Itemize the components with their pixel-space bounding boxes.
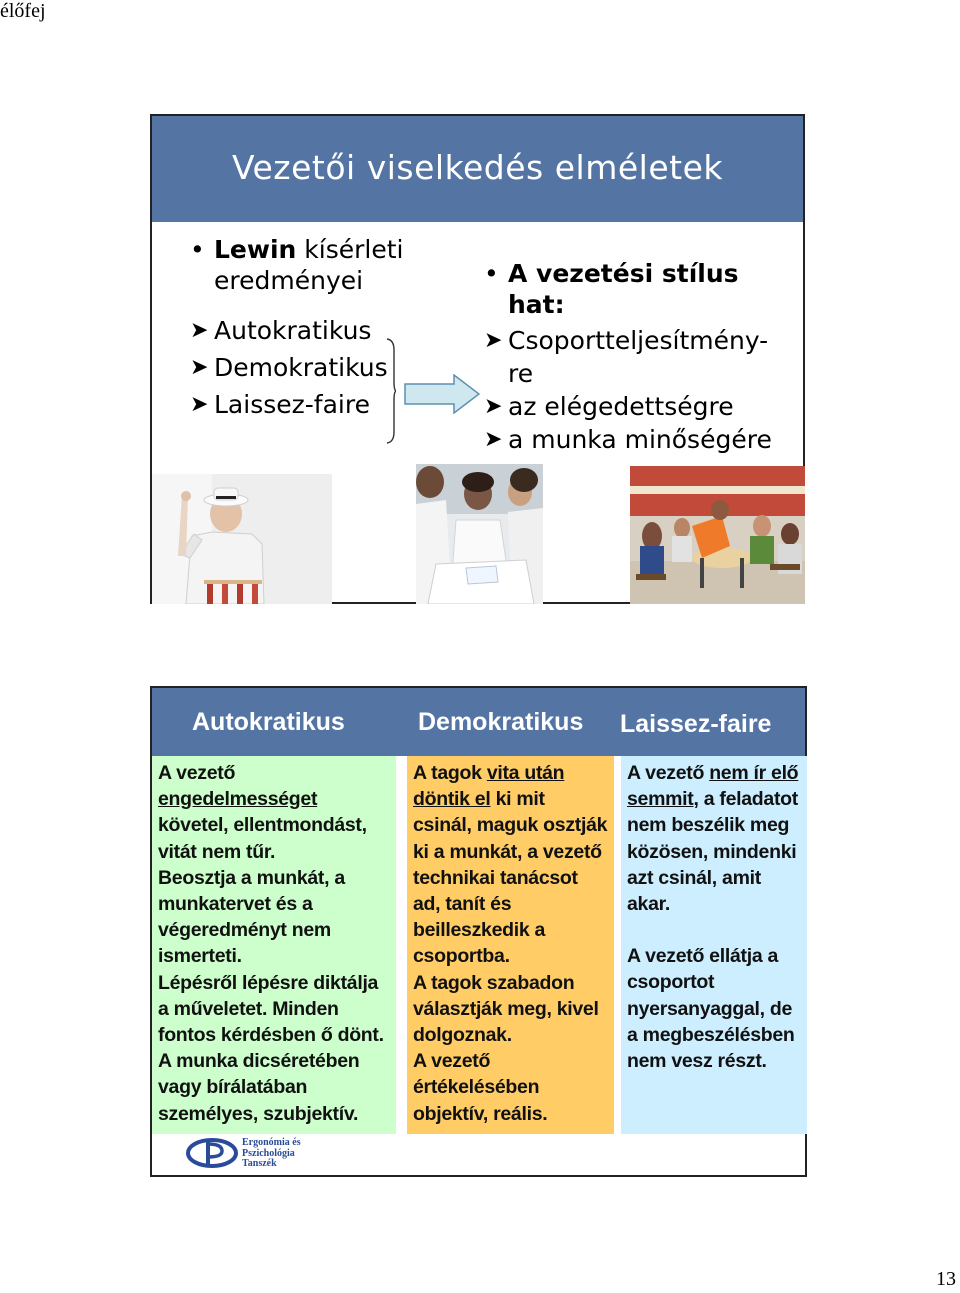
logo-text: Ergonómia és Pszichológia Tanszék (242, 1137, 301, 1169)
header-autocratic: Autokratikus (192, 708, 345, 736)
effect-line-1: A vezetési stílus (508, 259, 739, 288)
department-logo (186, 1136, 316, 1172)
title-band (152, 116, 803, 222)
effect-item-satisfaction: ➤ az elégedettségre (484, 392, 734, 421)
style-item-democratic: ➤ Demokratikus (190, 349, 430, 386)
laissez-faire-paragraph-1: A vezető nem ír elő semmit, a feladatot nem beszélik meg közösen, mindenki azt csinál, amit akar. (627, 762, 799, 916)
lewin-bold: Lewin (214, 235, 297, 264)
laissez-faire-description (621, 756, 807, 1134)
department-logo-icon (186, 1136, 242, 1170)
photo-laissez-faire-children (630, 466, 805, 604)
autocratic-paragraph-3: Lépésről lépésre diktálja a műveletet. Minden fontos kérdésben ő dönt. (158, 971, 384, 1047)
autocratic-paragraph-1: A vezető engedelmességet követel, ellentmondást, vitát nem tűr. (158, 762, 367, 863)
laissez-faire-paragraph-2: A vezető ellátja a csoportot nyersanyaggal, de a megbeszélésben nem vesz részt. (627, 945, 795, 1073)
style-item-laissez-faire: ➤ Laissez-faire (190, 386, 430, 423)
style-item-autocratic: ➤ Autokratikus (190, 312, 430, 349)
effect-list (484, 324, 804, 456)
effect-line-2: hat: (508, 290, 565, 319)
effect-bullet (484, 258, 804, 320)
arrowhead-bullet-icon: ➤ (484, 427, 503, 452)
arrowhead-bullet-icon: ➤ (484, 328, 503, 353)
lewin-bullet (190, 234, 430, 296)
democratic-description (407, 756, 614, 1134)
page-number: 13 (936, 1268, 956, 1290)
effect-item-performance: ➤ Csoportteljesítmény- re (484, 326, 769, 388)
arrowhead-bullet-icon: ➤ (190, 392, 209, 417)
right-arrow-icon (404, 374, 480, 414)
right-brace-icon (386, 338, 396, 444)
photo-autocratic-leader (152, 474, 332, 604)
effect-column (484, 258, 804, 456)
autocratic-paragraph-4: A munka dicséretében vagy bírálatában személyes, szubjektív. (158, 1050, 360, 1125)
autocratic-description (152, 756, 396, 1134)
lewin-rest-2: eredményei (214, 266, 364, 295)
page-header: élőfej (0, 0, 46, 22)
slide-leadership-theories (150, 114, 805, 604)
header-democratic: Demokratikus (418, 708, 584, 736)
arrowhead-bullet-icon: ➤ (190, 318, 209, 343)
autocratic-paragraph-2: Beosztja a munkát, a munkatervet és a végeredményt nem ismerteti. (158, 866, 345, 968)
photo-democratic-team (416, 464, 543, 604)
effect-item-quality: ➤ a munka minőségére (484, 425, 772, 454)
header-laissez-faire: Laissez-faire (620, 710, 772, 738)
arrowhead-bullet-icon: ➤ (484, 394, 503, 419)
democratic-paragraph-2: A tagok szabadon választják meg, kivel dolgoznak. (413, 971, 599, 1047)
header-band (152, 688, 805, 756)
lewin-rest-1: kísérleti (296, 235, 404, 264)
slide-title: Vezetői viselkedés elméletek (231, 148, 723, 187)
slide-leadership-styles-table (150, 686, 807, 1177)
democratic-paragraph-3: A vezető értékelésében objektív, reális. (413, 1050, 548, 1125)
arrowhead-bullet-icon: ➤ (190, 355, 209, 380)
democratic-paragraph-1: A tagok vita után döntik el ki mit csinál, maguk osztják ki a munkát, a vezető technikai tanácsot ad, tanít és beilleszkedik a csoportba. (413, 762, 608, 968)
